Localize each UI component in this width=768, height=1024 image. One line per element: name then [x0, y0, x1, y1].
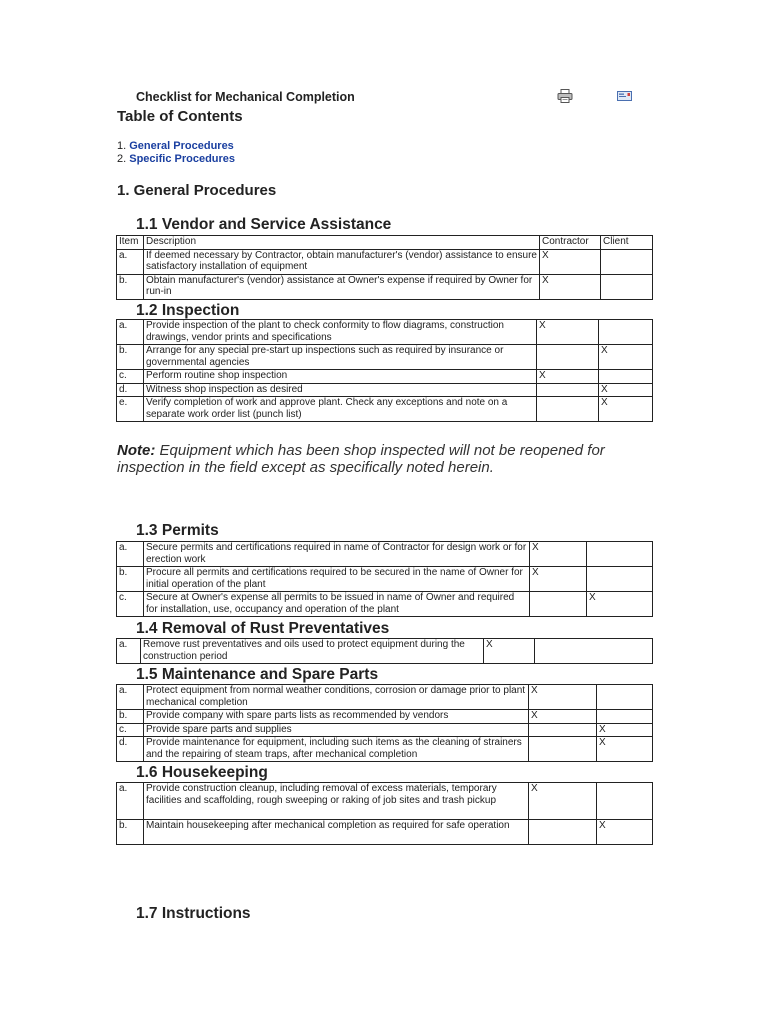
row-client	[597, 710, 653, 724]
row-client: X	[599, 397, 653, 422]
row-contractor	[529, 820, 597, 845]
table-row	[117, 320, 653, 345]
row-item: c.	[117, 723, 144, 737]
subsection-heading: 1.6 Housekeeping	[136, 764, 268, 781]
row-client	[535, 639, 653, 664]
row-item: b.	[117, 820, 144, 845]
row-item: a.	[117, 639, 141, 664]
row-description: Obtain manufacturer's (vendor) assistance at Owner's expense if required by Owner for run-in	[144, 274, 540, 299]
table-row	[117, 274, 653, 299]
row-description: Provide spare parts and supplies	[144, 723, 529, 737]
row-item: d.	[117, 383, 144, 397]
header-description: Description	[144, 236, 540, 250]
row-client	[599, 370, 653, 384]
row-client: X	[597, 737, 653, 762]
row-item: a.	[117, 249, 144, 274]
row-description: Remove rust preventatives and oils used to protect equipment during the construction period	[141, 639, 484, 664]
row-item: a.	[117, 542, 144, 567]
toc-title: Table of Contents	[117, 108, 243, 125]
table-row	[117, 383, 653, 397]
row-client	[587, 542, 653, 567]
table-row	[117, 370, 653, 384]
row-item: b.	[117, 710, 144, 724]
row-client	[597, 783, 653, 820]
email-icon[interactable]	[617, 91, 632, 101]
row-contractor	[537, 383, 599, 397]
row-description: Provide construction cleanup, including removal of excess materials, temporary facilities and scaffolding, rough sweeping or raking of job sites and trash pickup	[144, 783, 529, 820]
section-heading-general-procedures: 1. General Procedures	[117, 182, 277, 199]
table-row	[117, 723, 653, 737]
row-item: b.	[117, 345, 144, 370]
subsection-heading: 1.3 Permits	[136, 522, 219, 539]
subsection-heading: 1.4 Removal of Rust Preventatives	[136, 620, 390, 637]
maintenance-spare-parts-table	[116, 684, 653, 762]
table-row	[117, 710, 653, 724]
table-row	[117, 397, 653, 422]
table-row	[117, 820, 653, 845]
row-item: a.	[117, 783, 144, 820]
printer-icon[interactable]	[557, 89, 573, 103]
row-description: Perform routine shop inspection	[144, 370, 537, 384]
row-description: Maintain housekeeping after mechanical completion as required for safe operation	[144, 820, 529, 845]
row-client	[587, 567, 653, 592]
row-client: X	[599, 345, 653, 370]
row-contractor	[537, 397, 599, 422]
row-item: c.	[117, 370, 144, 384]
toc-link-general-procedures[interactable]: General Procedures	[129, 140, 234, 152]
note-label: Note:	[117, 442, 156, 459]
subsection-heading: 1.2 Inspection	[136, 302, 240, 319]
toc-item-1	[117, 140, 234, 152]
subsection-heading: 1.1 Vendor and Service Assistance	[136, 216, 392, 233]
row-contractor: X	[529, 710, 597, 724]
row-description: Procure all permits and certifications required to be secured in the name of Owner for initial operation of the plant	[144, 567, 530, 592]
row-description: Arrange for any special pre-start up inspections such as required by insurance or governmental agencies	[144, 345, 537, 370]
row-description: Provide inspection of the plant to check conformity to flow diagrams, construction drawings, vendor prints and specifications	[144, 320, 537, 345]
row-client: X	[599, 383, 653, 397]
row-description: Secure permits and certifications required in name of Contractor for design work or for erection work	[144, 542, 530, 567]
row-item: a.	[117, 685, 144, 710]
table-header-row	[117, 236, 653, 250]
row-item: b.	[117, 274, 144, 299]
row-contractor: X	[530, 567, 587, 592]
row-description: Protect equipment from normal weather conditions, corrosion or damage prior to plant mechanical completion	[144, 685, 529, 710]
row-contractor: X	[530, 542, 587, 567]
document-title: Checklist for Mechanical Completion	[136, 90, 355, 104]
note-text: Equipment which has been shop inspected will not be reopened for inspection in the field except as specifically noted herein.	[117, 442, 605, 476]
row-client: X	[587, 592, 653, 617]
row-contractor: X	[529, 783, 597, 820]
row-description: Provide company with spare parts lists as recommended by vendors	[144, 710, 529, 724]
row-client: X	[597, 820, 653, 845]
row-contractor	[529, 737, 597, 762]
row-description: If deemed necessary by Contractor, obtain manufacturer's (vendor) assistance to ensure satisfactory installation of equipment	[144, 249, 540, 274]
toc-item-number: 1.	[117, 140, 127, 152]
row-client	[597, 685, 653, 710]
toc-item-2	[117, 153, 235, 165]
inspection-table	[116, 319, 653, 422]
row-contractor: X	[537, 370, 599, 384]
table-row	[117, 592, 653, 617]
row-description: Secure at Owner's expense all permits to be issued in name of Owner and required for installation, use, occupancy and operation of the plant	[144, 592, 530, 617]
toc-link-specific-procedures[interactable]: Specific Procedures	[129, 153, 236, 165]
row-client	[601, 249, 653, 274]
note-paragraph	[117, 443, 637, 476]
row-item: d.	[117, 737, 144, 762]
table-row	[117, 685, 653, 710]
row-item: a.	[117, 320, 144, 345]
row-client	[601, 274, 653, 299]
subsection-heading: 1.5 Maintenance and Spare Parts	[136, 666, 379, 683]
vendor-assistance-table	[116, 235, 653, 300]
toc-item-number: 2.	[117, 153, 127, 165]
table-row	[117, 567, 653, 592]
row-item: e.	[117, 397, 144, 422]
table-row	[117, 542, 653, 567]
header-item: Item	[117, 236, 144, 250]
row-contractor: X	[540, 274, 601, 299]
row-description: Provide maintenance for equipment, including such items as the cleaning of strainers and the repairing of steam traps, after mechanical completion	[144, 737, 529, 762]
row-client	[599, 320, 653, 345]
subsection-heading: 1.7 Instructions	[136, 905, 251, 922]
row-contractor: X	[529, 685, 597, 710]
row-client: X	[597, 723, 653, 737]
row-contractor	[530, 592, 587, 617]
housekeeping-table	[116, 782, 653, 845]
table-row	[117, 345, 653, 370]
row-contractor: X	[484, 639, 535, 664]
table-row	[117, 737, 653, 762]
row-item: c.	[117, 592, 144, 617]
permits-table	[116, 541, 653, 617]
row-item: b.	[117, 567, 144, 592]
row-contractor: X	[537, 320, 599, 345]
row-contractor	[529, 723, 597, 737]
table-row	[117, 639, 653, 664]
header-client: Client	[601, 236, 653, 250]
row-description: Witness shop inspection as desired	[144, 383, 537, 397]
rust-preventatives-table	[116, 638, 653, 664]
row-contractor	[537, 345, 599, 370]
table-row	[117, 249, 653, 274]
header-contractor: Contractor	[540, 236, 601, 250]
table-row	[117, 783, 653, 820]
row-description: Verify completion of work and approve plant. Check any exceptions and note on a separate work order list (punch list)	[144, 397, 537, 422]
row-contractor: X	[540, 249, 601, 274]
